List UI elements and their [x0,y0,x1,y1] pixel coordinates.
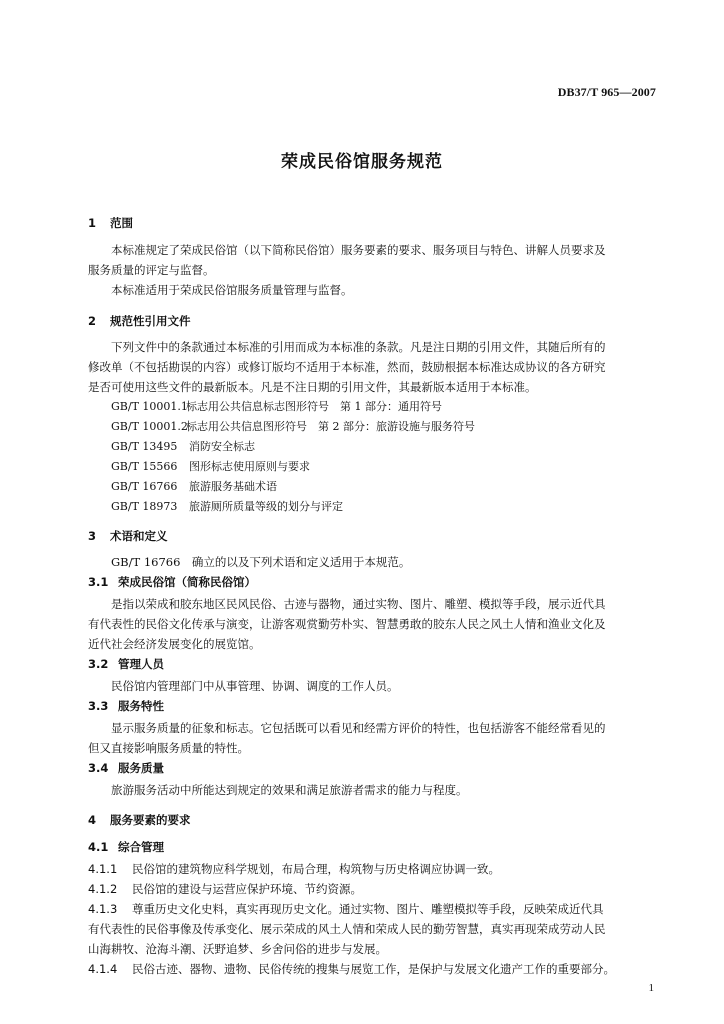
section-4-1-heading: 4.1 综合管理 [88,840,164,854]
reference-item: GB/T 10001.2标志用公共信息图形符号 第 2 部分：旅游设施与服务符号 [111,420,475,433]
clause-4-1-3-line-2: 有代表性的民俗事像及传承变化、展示荣成的风土人情和荣成人民的勤劳智慧，真实再现荣成劳动人民 [88,922,606,936]
document-title: 荣成民俗馆服务规范 [281,152,443,172]
reference-item: GB/T 15566 图形标志使用原则与要求 [111,460,310,473]
term-3-1-line-2: 有代表性的民俗文化传承与演变，让游客观赏勤劳朴实、智慧勇敢的胶东人民之风土人情和渔业文化及 [88,617,606,631]
term-3-1-heading: 3.1 荣成民俗馆（简称民俗馆） [88,575,256,589]
term-3-4-line-1: 旅游服务活动中所能达到规定的效果和满足旅游者需求的能力与程度。 [111,783,468,797]
section-2-paragraph-line-2: 修改单（不包括勘误的内容）或修订版均不适用于本标准，然而，鼓励根据本标准达成协议的各方研究 [88,360,606,374]
term-3-1-line-1: 是指以荣成和胶东地区民风民俗、古迹与器物，通过实物、图片、雕塑、模拟等手段，展示近代具 [111,597,606,611]
clause-4-1-3-line-1: 4.1.3 尊重历史文化史料，真实再现历史文化。通过实物、图片、雕塑模拟等手段，反映荣成近代具 [88,902,604,916]
clause-4-1-4: 4.1.4 民俗古迹、器物、遗物、民俗传统的搜集与展览工作，是保护与发展文化遗产工作的重要部分。 [88,962,615,976]
term-3-2-heading: 3.2 管理人员 [88,657,164,671]
clause-4-1-2: 4.1.2 民俗馆的建设与运营应保护环境、节约资源。 [88,882,362,896]
section-1-paragraph-1-line-1: 本标准规定了荣成民俗馆（以下简称民俗馆）服务要素的要求、服务项目与特色、讲解人员要求及 [111,243,606,257]
term-3-1-line-3: 近代社会经济发展变化的展览馆。 [88,637,261,651]
term-3-3-line-2: 但又直接影响服务质量的特性。 [88,741,249,755]
term-3-2-line-1: 民俗馆内管理部门中从事管理、协调、调度的工作人员。 [111,679,399,693]
section-2-paragraph-line-1: 下列文件中的条款通过本标准的引用而成为本标准的条款。凡是注日期的引用文件，其随后所有的 [111,340,606,354]
section-2-paragraph-line-3: 是否可使用这些文件的最新版本。凡是不注日期的引用文件，其最新版本适用于本标准。 [88,380,537,394]
term-3-4-heading: 3.4 服务质量 [88,761,164,775]
section-3-heading: 3 术语和定义 [88,529,168,543]
section-1-paragraph-2: 本标准适用于荣成民俗馆服务质量管理与监督。 [111,283,353,297]
clause-4-1-3-line-3: 山海耕牧、沧海斗潮、沃野追梦、乡舍问俗的进步与发展。 [88,942,387,956]
term-3-3-heading: 3.3 服务特性 [88,699,164,713]
section-4-heading: 4 服务要素的要求 [88,813,191,827]
term-3-3-line-1: 显示服务质量的征象和标志。它包括既可以看见和经需方评价的特性，也包括游客不能经常看见的 [111,721,606,735]
clause-4-1-1: 4.1.1 民俗馆的建筑物应科学规划，布局合理，构筑物与历史格调应协调一致。 [88,862,500,876]
document-code: DB37/T 965—2007 [557,85,656,99]
reference-item: GB/T 18973 旅游厕所质量等级的划分与评定 [111,500,343,513]
section-3-intro: GB/T 16766 确立的以及下列术语和定义适用于本规范。 [111,555,411,569]
reference-item: GB/T 16766 旅游服务基础术语 [111,480,277,493]
reference-item: GB/T 10001.1标志用公共信息标志图形符号 第 1 部分：通用符号 [111,400,442,413]
section-1-heading: 1 范围 [88,216,133,230]
section-1-paragraph-1-line-2: 服务质量的评定与监督。 [88,263,215,277]
section-2-heading: 2 规范性引用文件 [88,314,191,328]
reference-item: GB/T 13495 消防安全标志 [111,440,255,453]
page-number: 1 [648,982,654,994]
